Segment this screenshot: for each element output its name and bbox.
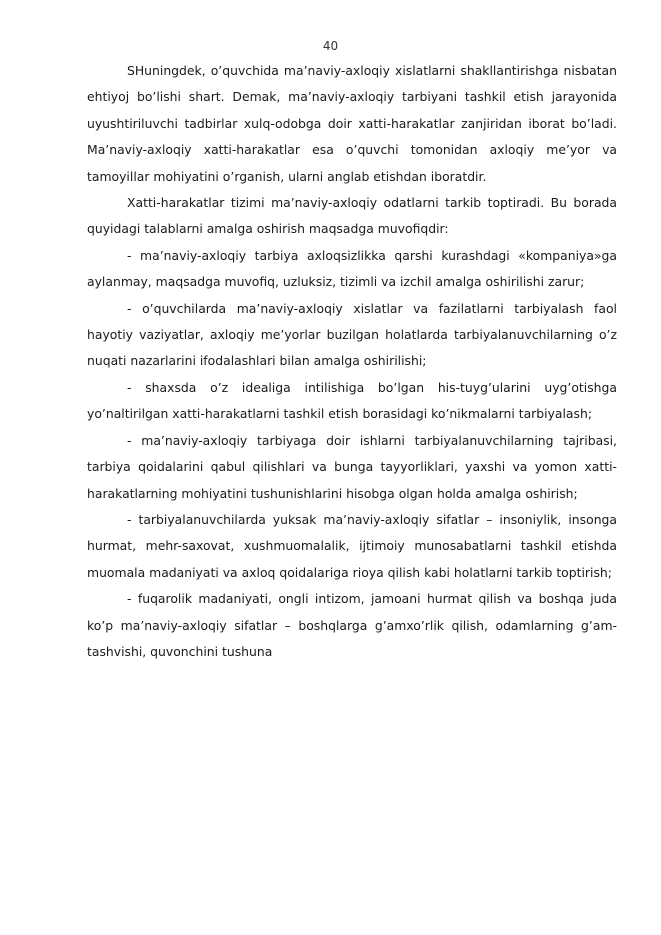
list-item: - tarbiyalanuvchilarda yuksak ma’naviy-axloqiy sifatlar – insoniylik, insonga hurmat, mehr-saxovat, xushmuomalalik, ijtimoiy munosabatlarni tashkil etishda muomala madaniyati va axloq qoidalariga rioya qilish kabi holatlarni tarkib toptirish; [87, 511, 617, 580]
page-number: 40 [322, 39, 339, 53]
paragraph-system: Xatti-harakatlar tizimi ma’naviy-axloqiy odatlarni tarkib toptiradi. Bu borada quyidagi talablarni amalga oshirish maqsadga muvofiqdir: [87, 195, 617, 237]
document-body [87, 58, 617, 665]
list-item: - ma’naviy-axloqiy tarbiya axloqsizlikka qarshi kurashdagi «kompaniya»ga aylanmay, maqsadga muvofiq, uzluksiz, tizimli va izchil amalga oshirilishi zarur; [87, 247, 617, 290]
list-item: - o’quvchilarda ma’naviy-axloqiy xislatlar va fazilatlarni tarbiyalash faol hayotiy vaziyatlar, axloqiy me’yorlar buzilgan holatlarda tarbiyalanuvchilarning o’z nuqati nazarlarini ifodalashlari bilan amalga oshirilishi; [87, 300, 617, 369]
list-item: - fuqarolik madaniyati, ongli intizom, jamoani hurmat qilish va boshqa juda ko’p ma’naviy-axloqiy sifatlar – boshqlarga g’amxo’rlik qilish, odamlarning g’am-tashvishi, quvonchini tushuna [87, 591, 617, 659]
paragraph-intro: SHuningdek, o’quvchida ma’naviy-axloqiy xislatlarni shakllantirishga nisbatan ehtiyoj bo’lishi shart. Demak, ma’naviy-axloqiy tarbiyani tashkil etish jarayonida uyushtiriluvchi tadbirlar xulq-odobga doir xatti-harakatlar zanjiridan iborat bo’ladi. Ma’naviy-axloqiy xatti-harakatlar esa o’quvchi tomonidan axloqiy me’yor va tamoyillar mohiyatini o’rganish, ularni anglab etishdan iboratdir. [87, 63, 617, 184]
list-item: - shaxsda o’z idealiga intilishiga bo’lgan his-tuyg’ularini uyg’otishga yo’naltirilgan xatti-harakatlarni tashkil etish borasidagi ko’nikmalarni tarbiyalash; [87, 379, 617, 422]
list-item: - ma’naviy-axloqiy tarbiyaga doir ishlarni tarbiyalanuvchilarning tajribasi, tarbiya qoidalarini qabul qilishlari va bunga tayyorliklari, yaxshi va yomon xatti-harakatlarning mohiyatini tushunishlarini hisobga olgan holda amalga oshirish; [87, 432, 617, 501]
